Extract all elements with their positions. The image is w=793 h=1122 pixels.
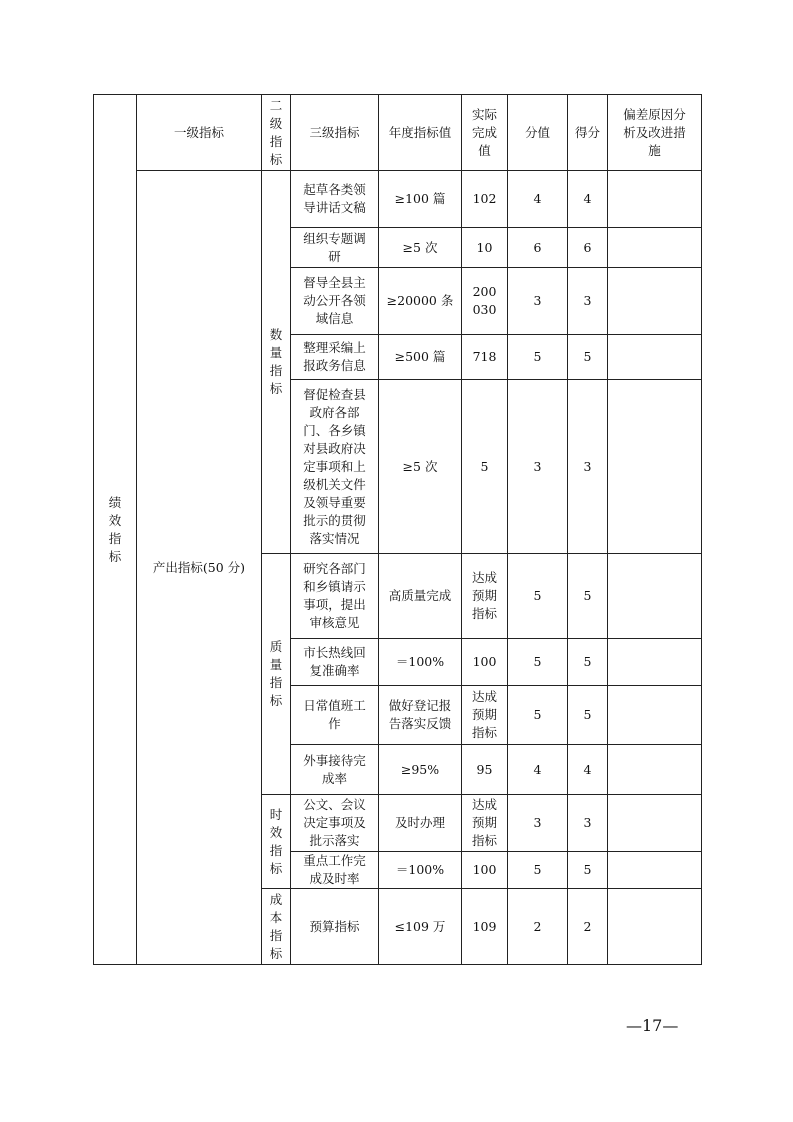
group-quantity-cell	[262, 171, 291, 554]
row-note	[608, 745, 702, 795]
header-actual: 实际完成值	[472, 106, 498, 158]
row-target-cell	[379, 686, 462, 745]
row-target: 高质量完成	[379, 554, 462, 639]
row-value: 5	[508, 686, 568, 745]
group-quantity: 数量指标	[269, 327, 283, 396]
header-deviation-cell	[608, 95, 702, 171]
row-name-cell	[291, 228, 379, 268]
row-value: 5	[508, 852, 568, 889]
row-target: ≥5 次	[379, 228, 462, 268]
level1-label: 产出指标(50 分)	[152, 559, 246, 575]
row-value: 5	[508, 639, 568, 686]
row-name-cell	[291, 554, 379, 639]
row-score: 6	[568, 228, 608, 268]
row-note	[608, 380, 702, 554]
row-name-cell	[291, 745, 379, 795]
row-actual: 达成预期指标	[472, 797, 498, 848]
perf-label-cell	[94, 95, 137, 965]
row-value: 3	[508, 795, 568, 852]
group-cost-cell	[262, 889, 291, 965]
row-note	[608, 268, 702, 335]
row-score: 5	[568, 335, 608, 380]
row-target: ≤109 万	[379, 889, 462, 965]
row-score: 5	[568, 852, 608, 889]
level1-cell	[137, 171, 262, 965]
group-quality-cell	[262, 554, 291, 795]
group-quality: 质量指标	[269, 639, 283, 708]
row-note	[608, 889, 702, 965]
row-score: 5	[568, 686, 608, 745]
row-actual-cell	[462, 554, 508, 639]
row-name-cell	[291, 852, 379, 889]
header-level3: 三级指标	[291, 95, 379, 171]
row-actual: 100	[462, 852, 508, 889]
row-actual-cell	[462, 795, 508, 852]
row-actual: 200030	[472, 284, 497, 317]
row-note	[608, 795, 702, 852]
row-actual: 718	[462, 335, 508, 380]
row-value: 5	[508, 554, 568, 639]
row-score: 3	[568, 268, 608, 335]
row-score: 2	[568, 889, 608, 965]
row-name: 外事接待完成率	[303, 752, 366, 786]
row-value: 3	[508, 268, 568, 335]
header-score-value: 分值	[508, 95, 568, 171]
row-actual: 100	[462, 639, 508, 686]
row-note	[608, 554, 702, 639]
row-name: 公文、会议决定事项及批示落实	[303, 797, 366, 848]
row-actual: 109	[462, 889, 508, 965]
header-level2: 二级指标	[269, 97, 283, 167]
row-name-cell	[291, 889, 379, 965]
row-actual: 95	[462, 745, 508, 795]
row-actual-cell	[462, 268, 508, 335]
row-target: ≥95%	[379, 745, 462, 795]
performance-table	[93, 94, 702, 965]
row-name: 重点工作完成及时率	[303, 853, 366, 886]
header-level1: 一级指标	[137, 95, 262, 171]
row-name: 整理采编上报政务信息	[303, 340, 366, 373]
row-value: 4	[508, 745, 568, 795]
header-row	[94, 95, 702, 171]
group-cost: 成本指标	[269, 891, 283, 961]
row-name: 研究各部门和乡镇请示事项，提出审核意见	[303, 561, 366, 630]
row-name: 起草各类领导讲话文稿	[303, 182, 366, 215]
row-name: 日常值班工作	[303, 698, 366, 731]
row-target: ＝100%	[379, 852, 462, 889]
row-name: 督导全县主动公开各领域信息	[303, 275, 366, 326]
row-name-cell	[291, 639, 379, 686]
row-name-cell	[291, 268, 379, 335]
group-timeliness: 时效指标	[269, 806, 283, 876]
row-value: 3	[508, 380, 568, 554]
header-actual-cell	[462, 95, 508, 171]
row-target: ≥500 篇	[379, 335, 462, 380]
row-value: 6	[508, 228, 568, 268]
row-name: 预算指标	[309, 918, 360, 934]
row-note	[608, 228, 702, 268]
row-name-cell	[291, 795, 379, 852]
row-target: ≥20000 条	[379, 268, 462, 335]
row-value: 5	[508, 335, 568, 380]
row-value: 4	[508, 171, 568, 228]
row-actual: 5	[462, 380, 508, 554]
row-name-cell	[291, 380, 379, 554]
row-note	[608, 852, 702, 889]
header-annual-target: 年度指标值	[379, 95, 462, 171]
perf-label: 绩效指标	[108, 494, 122, 564]
row-target: ≥100 篇	[379, 171, 462, 228]
row-actual: 达成预期指标	[472, 689, 498, 740]
row-target: 做好登记报告落实反馈	[388, 698, 452, 731]
row-value: 2	[508, 889, 568, 965]
row-note	[608, 171, 702, 228]
row-name-cell	[291, 171, 379, 228]
row-target: ≥5 次	[379, 380, 462, 554]
row-actual: 102	[462, 171, 508, 228]
row-name: 组织专题调研	[303, 230, 366, 264]
row-score: 3	[568, 795, 608, 852]
row-actual-cell	[462, 686, 508, 745]
row-note	[608, 639, 702, 686]
row-actual: 10	[462, 228, 508, 268]
row-target: ＝100%	[379, 639, 462, 686]
row-score: 4	[568, 171, 608, 228]
row-name: 督促检查县政府各部门、各乡镇对县政府决定事项和上级机关文件及领导重要批示的贯彻落实情况	[303, 386, 366, 546]
page-number: —17—	[626, 1016, 679, 1035]
header-level2-cell	[262, 95, 291, 171]
row-note	[608, 686, 702, 745]
row-score: 5	[568, 639, 608, 686]
group-timeliness-cell	[262, 795, 291, 889]
row-name-cell	[291, 335, 379, 380]
row-name-cell	[291, 686, 379, 745]
row-score: 5	[568, 554, 608, 639]
row-target: 及时办理	[379, 795, 462, 852]
table-row	[94, 171, 702, 228]
header-score: 得分	[568, 95, 608, 171]
row-score: 4	[568, 745, 608, 795]
row-actual: 达成预期指标	[472, 570, 498, 621]
row-score: 3	[568, 380, 608, 554]
row-note	[608, 335, 702, 380]
row-name: 市长热线回复准确率	[303, 645, 366, 678]
header-deviation: 偏差原因分析及改进措施	[623, 106, 686, 158]
